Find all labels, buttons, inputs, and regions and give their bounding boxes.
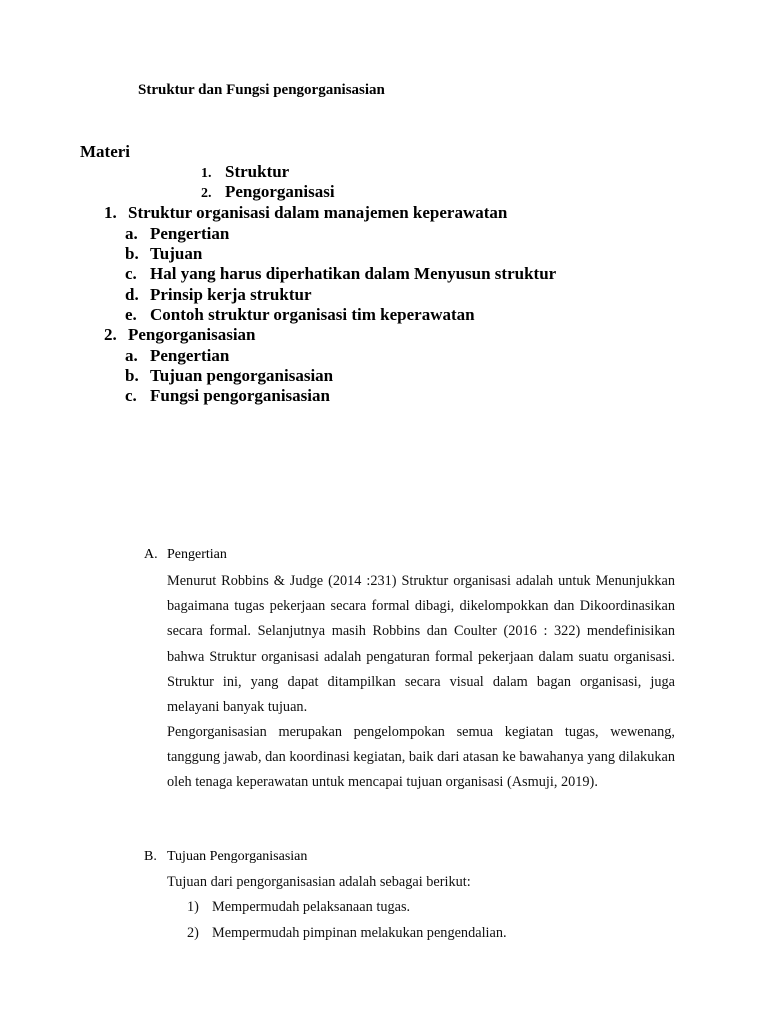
outline-subitem: b. Tujuan xyxy=(125,244,203,263)
section-b-intro: Tujuan dari pengorganisasian adalah sebagai berikut: xyxy=(167,874,471,890)
outline-subitem: b. Tujuan pengorganisasian xyxy=(125,366,334,385)
outline-item: 2. Pengorganisasian xyxy=(104,325,256,344)
outline-subitem: a. Pengertian xyxy=(125,346,230,365)
section-b-heading: B. Tujuan Pengorganisasian xyxy=(144,849,308,864)
outline-subitem: e. Contoh struktur organisasi tim keperawatan xyxy=(125,305,475,324)
outline-subitem: c. Fungsi pengorganisasian xyxy=(125,386,330,405)
materi-item: 2. Pengorganisasi xyxy=(201,182,335,201)
section-a-paragraph: Menurut Robbins & Judge (2014 :231) Struktur organisasi adalah untuk Menunjukkan bagaimana tugas pekerjaan secara formal dibagi, dikelompokkan dan Dikoordinasikan secara formal. Selanjutnya masih Robbins dan Coulter (2016 : 322) mendefinisikan bahwa Struktur organisasi adalah pengaturan formal pekerjaan dalam suatu organisasi. Struktur ini, yang dapat ditampilkan secara visual dalam bagan organisasi, juga melayani banyak tujuan. xyxy=(167,573,675,716)
document-title: Struktur dan Fungsi pengorganisasian xyxy=(138,82,385,98)
list-item: 2) Mempermudah pimpinan melakukan pengendalian. xyxy=(187,925,507,941)
outline-subitem: c. Hal yang harus diperhatikan dalam Menyusun struktur xyxy=(125,264,557,283)
section-a-heading: A. Pengertian xyxy=(144,547,227,562)
section-a-paragraph: Pengorganisasian merupakan pengelompokan semua kegiatan tugas, wewenang, tanggung jawab, dan koordinasi kegiatan, baik dari atasan ke bawahanya yang dilakukan oleh tenaga keperawatan untuk mencapai tujuan organisasi (Asmuji, 2019). xyxy=(167,724,675,791)
list-item: 1) Mempermudah pelaksanaan tugas. xyxy=(187,899,411,915)
outline-subitem: d. Prinsip kerja struktur xyxy=(125,285,312,304)
materi-heading: Materi xyxy=(80,142,131,161)
outline-item: 1. Struktur organisasi dalam manajemen keperawatan xyxy=(104,203,508,222)
materi-item: 1. Struktur xyxy=(201,162,290,181)
outline-subitem: a. Pengertian xyxy=(125,224,230,243)
